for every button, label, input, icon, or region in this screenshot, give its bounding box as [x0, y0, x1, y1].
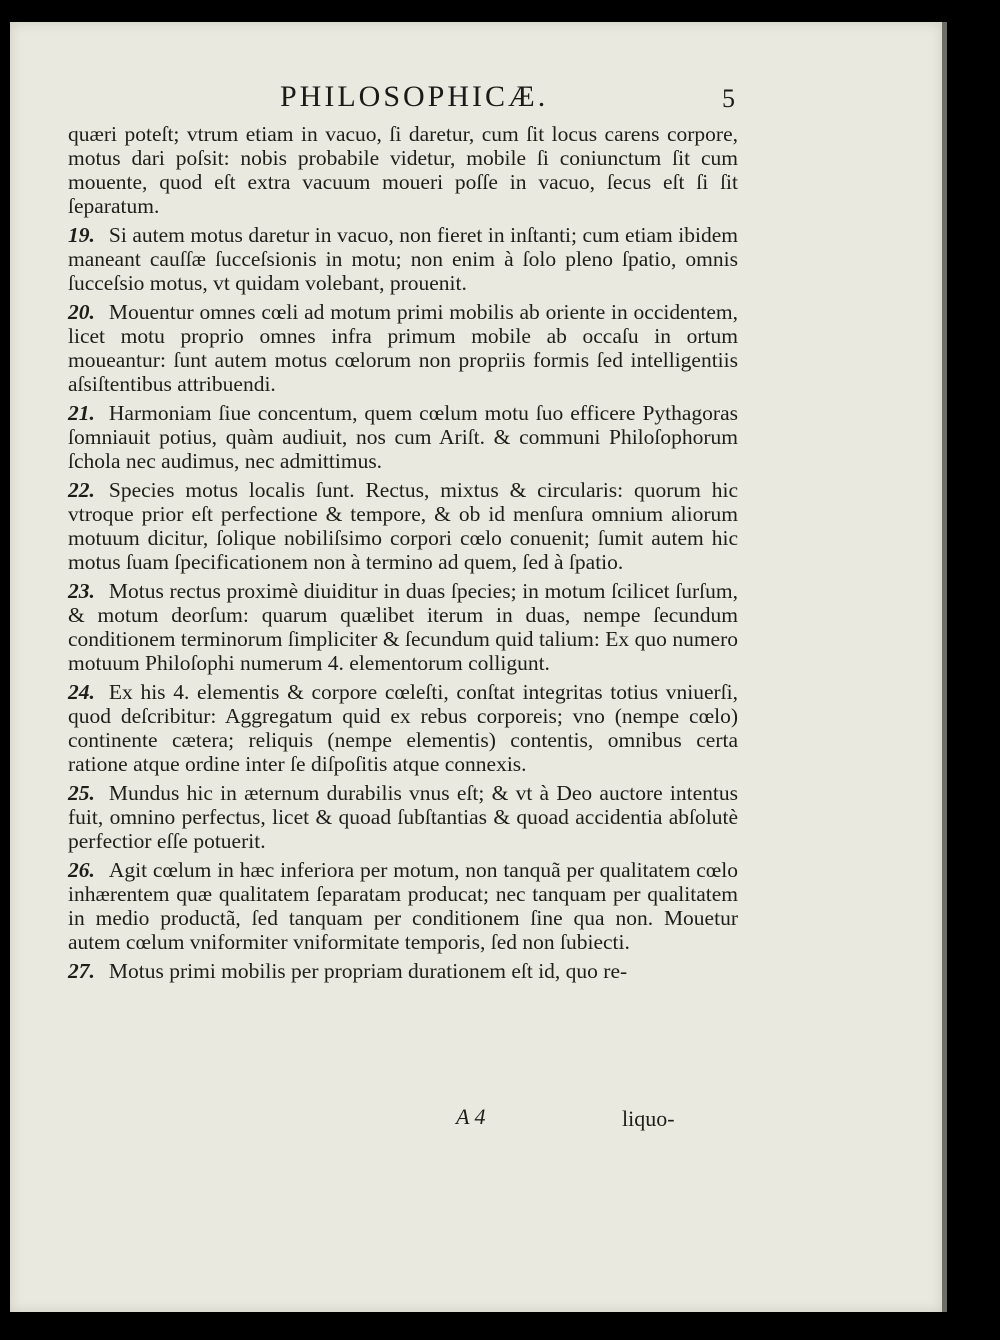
paragraph-text: Species motus localis ſunt. Rectus, mixtus & circularis: quorum hic vtroque prior eſt perfectione & tempore, & ob id menſura omnium aliorum motuum dicitur, ſolique nobiliſsimo corpori cœlo conuenit; ſumit autem hic motus ſuam ſpecificationem non à termino ad quem, ſed à ſpatio.	[68, 478, 738, 574]
catchword: liquo-	[622, 1106, 675, 1131]
body-text	[68, 122, 738, 988]
paragraph-number: 19.	[68, 223, 95, 247]
page-edge-shadow	[942, 22, 947, 1312]
page-number: 5	[722, 84, 735, 113]
paragraph-26	[68, 858, 738, 954]
paragraph-27	[68, 959, 738, 983]
paragraph-21	[68, 401, 738, 473]
paragraph-number: 26.	[68, 858, 95, 882]
page-header	[10, 80, 942, 120]
paragraph-19	[68, 223, 738, 295]
paragraph-text: Motus rectus proximè diuiditur in duas ſpecies; in motum ſcilicet ſurſum, & motum deorſum: quarum quælibet iterum in duas, nempe ſecundum conditionem terminorum ſimpliciter & ſecundum quid talium: Ex quo numero motuum Philoſophi numerum 4. elementorum colligunt.	[68, 579, 738, 675]
paragraph-24	[68, 680, 738, 776]
page-footer	[10, 1104, 942, 1134]
paragraph-text: Harmoniam ſiue concentum, quem cœlum motu ſuo efficere Pythagoras ſomniauit potius, quàm audiuit, nos cum Ariſt. & communi Philoſophorum ſchola nec audimus, nec admittimus.	[68, 401, 738, 473]
paragraph-23	[68, 579, 738, 675]
paragraph-number: 22.	[68, 478, 95, 502]
paragraph-number: 27.	[68, 959, 95, 983]
paragraph-text: Mouentur omnes cœli ad motum primi mobilis ab oriente in occidentem, licet motu proprio omnes infra primum mobile ab occaſu in ortum moueantur: ſunt autem motus cœlorum non propriis formis ſed intelligentiis aſsiſtentibus attribuendi.	[68, 300, 738, 396]
paragraph-22	[68, 478, 738, 574]
paragraph-number: 21.	[68, 401, 95, 425]
signature-mark: A 4	[456, 1104, 486, 1129]
paragraph-text: Agit cœlum in hæc inferiora per motum, non tanquã per qualitatem cœlo inhærentem quæ qualitatem ſeparatam producat; nec tanquam per qualitatem in medio productã, ſed tanquam per conditionem ſine qua non. Mouetur autem cœlum vniformiter vniformitate temporis, ſed non ſubiecti.	[68, 858, 738, 954]
paragraph-text: Mundus hic in æternum durabilis vnus eſt; & vt à Deo auctore intentus fuit, omnino perfectus, licet & quoad ſubſtantias & quoad accidentia abſolutè perfectior eſſe potuerit.	[68, 781, 738, 853]
paragraph-25	[68, 781, 738, 853]
book-page	[10, 22, 942, 1312]
paragraph-text: Si autem motus daretur in vacuo, non fieret in inſtanti; cum etiam ibidem maneant cauſſæ ſucceſsionis in motu; non enim à ſolo pleno ſpatio, omnis ſucceſsio motus, vt quidam volebant, prouenit.	[68, 223, 738, 295]
paragraph-text: Motus primi mobilis per propriam durationem eſt id, quo re-	[108, 959, 628, 983]
paragraph-number: 20.	[68, 300, 95, 324]
running-head: PHILOSOPHICÆ.	[280, 80, 549, 113]
paragraph-number: 24.	[68, 680, 95, 704]
paragraph-text: Ex his 4. elementis & corpore cœleſti, conſtat integritas totius vniuerſi, quod deſcribitur: Aggregatum quid ex rebus corporeis; vno (nempe cœlo) continente cætera; reliquis (nempe elementis) contentis, omnibus certa ratione atque ordine inter ſe diſpoſitis atque connexis.	[68, 680, 738, 776]
paragraph-continuation	[68, 122, 738, 218]
paragraph-number: 25.	[68, 781, 95, 805]
paragraph-20	[68, 300, 738, 396]
paragraph-number: 23.	[68, 579, 95, 603]
paragraph-text: quæri poteſt; vtrum etiam in vacuo, ſi daretur, cum ſit locus carens corpore, motus dari poſsit: nobis probabile videtur, mobile ſi coniunctum ſit cum mouente, quod eſt extra vacuum moueri poſſe in vacuo, ſecus eſt ſi ſit ſeparatum.	[68, 122, 738, 218]
